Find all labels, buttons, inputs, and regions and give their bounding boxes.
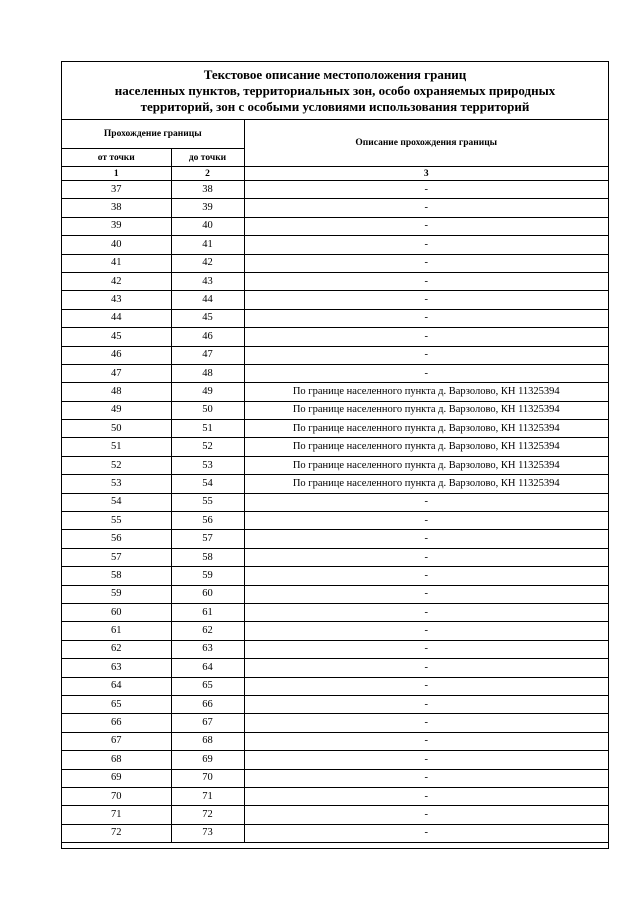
cell-description: - bbox=[244, 732, 608, 750]
boundary-table bbox=[62, 120, 608, 843]
cell-to-point: 68 bbox=[171, 732, 244, 750]
cell-description: По границе населенного пункта д. Варзолово, КН 11325394 bbox=[244, 475, 608, 493]
cell-from-point: 56 bbox=[62, 530, 171, 548]
table-row bbox=[62, 456, 608, 474]
cell-description: - bbox=[244, 622, 608, 640]
cell-to-point: 38 bbox=[171, 181, 244, 199]
header-row-passage bbox=[62, 120, 608, 149]
cell-description: - bbox=[244, 640, 608, 658]
document-title bbox=[62, 62, 608, 120]
header-passage: Прохождение границы bbox=[62, 120, 244, 149]
table-row bbox=[62, 677, 608, 695]
cell-description: - bbox=[244, 806, 608, 824]
cell-from-point: 66 bbox=[62, 714, 171, 732]
header-to: до точки bbox=[171, 149, 244, 167]
cell-from-point: 70 bbox=[62, 787, 171, 805]
table-row bbox=[62, 530, 608, 548]
cell-from-point: 69 bbox=[62, 769, 171, 787]
cell-from-point: 40 bbox=[62, 236, 171, 254]
cell-from-point: 59 bbox=[62, 585, 171, 603]
header-num-1: 1 bbox=[62, 167, 171, 181]
cell-description: - bbox=[244, 824, 608, 842]
cell-to-point: 71 bbox=[171, 787, 244, 805]
table-row bbox=[62, 272, 608, 290]
cell-to-point: 67 bbox=[171, 714, 244, 732]
table-row bbox=[62, 181, 608, 199]
cell-to-point: 65 bbox=[171, 677, 244, 695]
table-row bbox=[62, 806, 608, 824]
cell-description: - bbox=[244, 567, 608, 585]
cell-to-point: 40 bbox=[171, 217, 244, 235]
header-from: от точки bbox=[62, 149, 171, 167]
cell-description: - bbox=[244, 364, 608, 382]
cell-description: - bbox=[244, 585, 608, 603]
document-frame bbox=[61, 61, 609, 849]
cell-to-point: 57 bbox=[171, 530, 244, 548]
cell-to-point: 52 bbox=[171, 438, 244, 456]
table-row bbox=[62, 383, 608, 401]
table-row bbox=[62, 475, 608, 493]
table-row bbox=[62, 236, 608, 254]
cell-description: По границе населенного пункта д. Варзолово, КН 11325394 bbox=[244, 456, 608, 474]
cell-from-point: 72 bbox=[62, 824, 171, 842]
cell-from-point: 53 bbox=[62, 475, 171, 493]
cell-description: По границе населенного пункта д. Варзолово, КН 11325394 bbox=[244, 383, 608, 401]
cell-description: По границе населенного пункта д. Варзолово, КН 11325394 bbox=[244, 401, 608, 419]
title-line-3: территорий, зон с особыми условиями использования территорий bbox=[140, 98, 530, 114]
cell-from-point: 51 bbox=[62, 438, 171, 456]
cell-description: - bbox=[244, 603, 608, 621]
cell-from-point: 62 bbox=[62, 640, 171, 658]
header-description: Описание прохождения границы bbox=[244, 120, 608, 167]
cell-description: - bbox=[244, 787, 608, 805]
title-line-1: Текстовое описание местоположения границ bbox=[203, 66, 467, 82]
cell-to-point: 66 bbox=[171, 695, 244, 713]
cell-description: - bbox=[244, 677, 608, 695]
table-row bbox=[62, 732, 608, 750]
table-row bbox=[62, 603, 608, 621]
cell-from-point: 47 bbox=[62, 364, 171, 382]
cell-description: - bbox=[244, 254, 608, 272]
cell-to-point: 55 bbox=[171, 493, 244, 511]
table-row bbox=[62, 254, 608, 272]
header-row-numbers bbox=[62, 167, 608, 181]
cell-description: - bbox=[244, 659, 608, 677]
cell-description: - bbox=[244, 530, 608, 548]
cell-description: - bbox=[244, 512, 608, 530]
cell-from-point: 43 bbox=[62, 291, 171, 309]
cell-to-point: 70 bbox=[171, 769, 244, 787]
table-row bbox=[62, 328, 608, 346]
cell-description: - bbox=[244, 309, 608, 327]
cell-description: - bbox=[244, 751, 608, 769]
table-row bbox=[62, 346, 608, 364]
header-num-3: 3 bbox=[244, 167, 608, 181]
table-row bbox=[62, 548, 608, 566]
cell-from-point: 37 bbox=[62, 181, 171, 199]
cell-description: - bbox=[244, 346, 608, 364]
cell-to-point: 62 bbox=[171, 622, 244, 640]
cell-from-point: 48 bbox=[62, 383, 171, 401]
cell-to-point: 53 bbox=[171, 456, 244, 474]
cell-from-point: 61 bbox=[62, 622, 171, 640]
cell-to-point: 44 bbox=[171, 291, 244, 309]
cell-to-point: 45 bbox=[171, 309, 244, 327]
cell-description: - bbox=[244, 695, 608, 713]
cell-to-point: 60 bbox=[171, 585, 244, 603]
cell-from-point: 49 bbox=[62, 401, 171, 419]
cell-from-point: 39 bbox=[62, 217, 171, 235]
cell-from-point: 60 bbox=[62, 603, 171, 621]
cell-description: - bbox=[244, 328, 608, 346]
table-row bbox=[62, 364, 608, 382]
table-row bbox=[62, 512, 608, 530]
cell-to-point: 46 bbox=[171, 328, 244, 346]
title-line-2: населенных пунктов, территориальных зон, особо охраняемых природных bbox=[114, 82, 556, 98]
table-row bbox=[62, 567, 608, 585]
table-row bbox=[62, 585, 608, 603]
cell-to-point: 51 bbox=[171, 420, 244, 438]
cell-from-point: 67 bbox=[62, 732, 171, 750]
cell-from-point: 45 bbox=[62, 328, 171, 346]
cell-from-point: 58 bbox=[62, 567, 171, 585]
cell-from-point: 57 bbox=[62, 548, 171, 566]
cell-from-point: 46 bbox=[62, 346, 171, 364]
cell-to-point: 61 bbox=[171, 603, 244, 621]
cell-description: - bbox=[244, 199, 608, 217]
table-row bbox=[62, 309, 608, 327]
table-row bbox=[62, 640, 608, 658]
cell-from-point: 50 bbox=[62, 420, 171, 438]
table-row bbox=[62, 420, 608, 438]
cell-to-point: 64 bbox=[171, 659, 244, 677]
table-row bbox=[62, 659, 608, 677]
cell-description: По границе населенного пункта д. Варзолово, КН 11325394 bbox=[244, 420, 608, 438]
table-row bbox=[62, 217, 608, 235]
table-row bbox=[62, 493, 608, 511]
cell-to-point: 72 bbox=[171, 806, 244, 824]
cell-to-point: 48 bbox=[171, 364, 244, 382]
cell-from-point: 44 bbox=[62, 309, 171, 327]
table-row bbox=[62, 751, 608, 769]
cell-to-point: 43 bbox=[171, 272, 244, 290]
cell-from-point: 52 bbox=[62, 456, 171, 474]
cell-to-point: 41 bbox=[171, 236, 244, 254]
cell-from-point: 41 bbox=[62, 254, 171, 272]
cell-to-point: 49 bbox=[171, 383, 244, 401]
table-row bbox=[62, 291, 608, 309]
cell-from-point: 42 bbox=[62, 272, 171, 290]
table-row bbox=[62, 622, 608, 640]
table-row bbox=[62, 714, 608, 732]
cell-to-point: 47 bbox=[171, 346, 244, 364]
cell-from-point: 65 bbox=[62, 695, 171, 713]
cell-from-point: 38 bbox=[62, 199, 171, 217]
cell-description: - bbox=[244, 181, 608, 199]
table-row bbox=[62, 438, 608, 456]
cell-to-point: 73 bbox=[171, 824, 244, 842]
cell-description: - bbox=[244, 236, 608, 254]
cell-description: - bbox=[244, 714, 608, 732]
cell-to-point: 56 bbox=[171, 512, 244, 530]
cell-to-point: 54 bbox=[171, 475, 244, 493]
cell-description: - bbox=[244, 493, 608, 511]
cell-from-point: 55 bbox=[62, 512, 171, 530]
cell-to-point: 50 bbox=[171, 401, 244, 419]
table-row bbox=[62, 769, 608, 787]
cell-from-point: 64 bbox=[62, 677, 171, 695]
cell-to-point: 63 bbox=[171, 640, 244, 658]
cell-from-point: 54 bbox=[62, 493, 171, 511]
cell-to-point: 69 bbox=[171, 751, 244, 769]
cell-from-point: 71 bbox=[62, 806, 171, 824]
cell-to-point: 58 bbox=[171, 548, 244, 566]
cell-description: - bbox=[244, 291, 608, 309]
cell-description: - bbox=[244, 548, 608, 566]
cell-description: - bbox=[244, 217, 608, 235]
table-row bbox=[62, 695, 608, 713]
cell-description: - bbox=[244, 769, 608, 787]
cell-description: По границе населенного пункта д. Варзолово, КН 11325394 bbox=[244, 438, 608, 456]
cell-from-point: 68 bbox=[62, 751, 171, 769]
table-row bbox=[62, 787, 608, 805]
cell-from-point: 63 bbox=[62, 659, 171, 677]
table-row bbox=[62, 824, 608, 842]
table-row bbox=[62, 401, 608, 419]
cell-to-point: 59 bbox=[171, 567, 244, 585]
cell-description: - bbox=[244, 272, 608, 290]
header-num-2: 2 bbox=[171, 167, 244, 181]
cell-to-point: 42 bbox=[171, 254, 244, 272]
table-row bbox=[62, 199, 608, 217]
cell-to-point: 39 bbox=[171, 199, 244, 217]
